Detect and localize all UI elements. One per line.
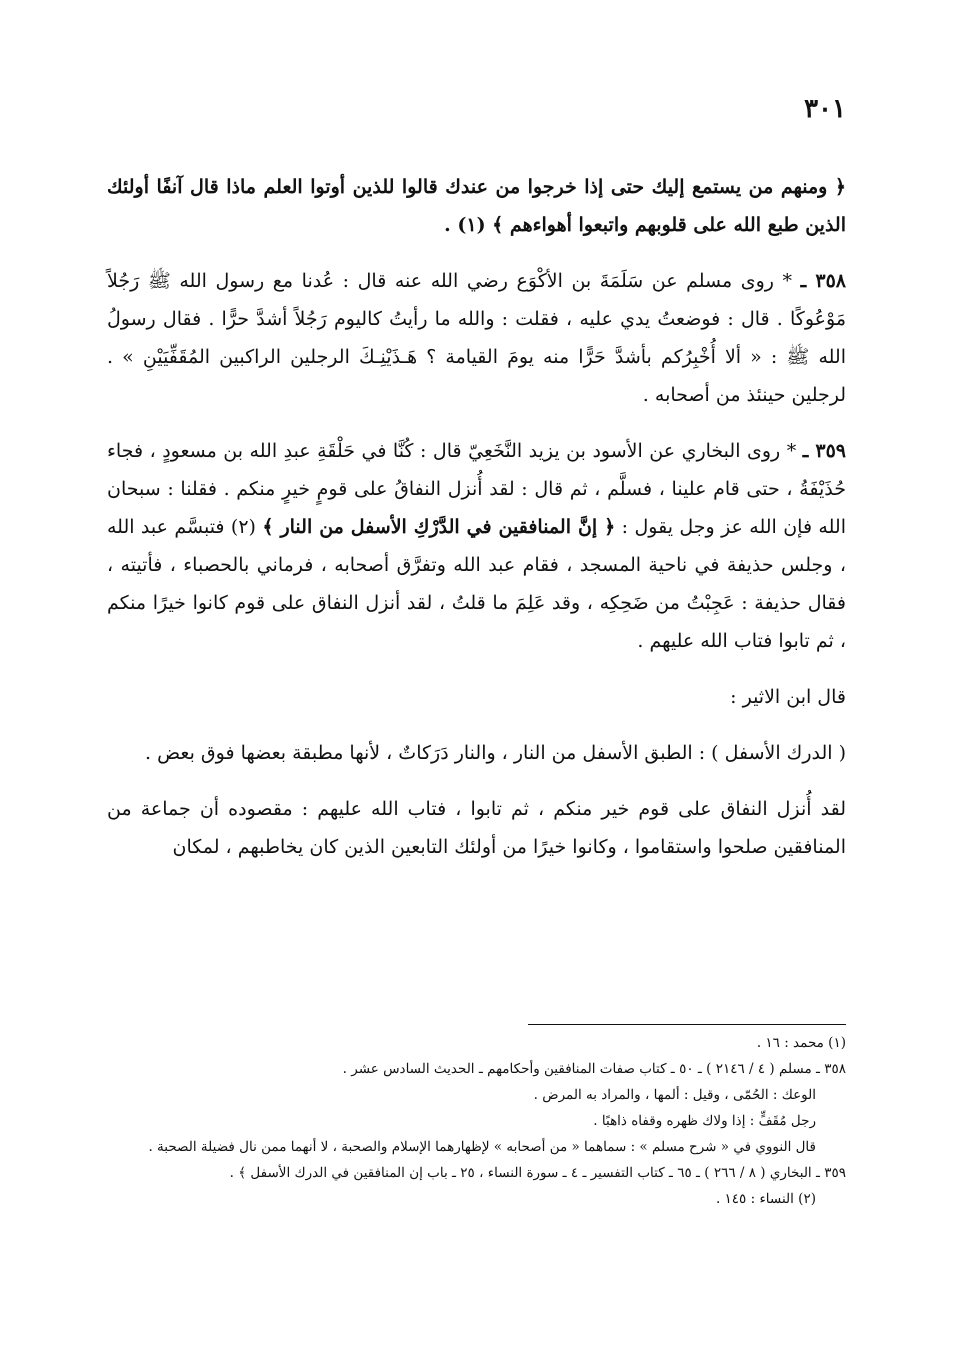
commentary-paragraph: لقد أُنزل النفاق على قوم خير منكم ، ثم تابوا ، فتاب الله عليهم : مقصوده أن جماعة من المنافقين صلحوا واستقاموا ، وكانوا خيرًا من أولئك التابعين الذين كان يخاطبهم ، لمكان (107, 798, 846, 858)
footnote-358-muqaff: رجل مُقَفٍّ : إذا ولاك ظهره وقفاه ذاهبًا . (593, 1113, 816, 1129)
footnote-2: (٢) النساء : ١٤٥ . (715, 1191, 816, 1207)
hadith-number: ٣٥٩ ـ (802, 440, 847, 462)
ibn-athir-heading: قال ابن الاثير : (730, 686, 846, 708)
verse-reference: (٢) (230, 516, 256, 538)
footnote-358-nawawi: قال النووي في « شرح مسلم » : سماهما « من أصحابه » لإظهارهما الإسلام والصحبة ، لا أنهما ممن نال فضيلة الصحبة . (148, 1139, 816, 1155)
footnote-359: ٣٥٩ ـ البخاري ( ٨ / ٢٦٦ ) ـ ٦٥ ـ كتاب التفسير ـ ٤ ـ سورة النساء ، ٢٥ ـ باب إن المنافقين في الدرك الأسفل ﴾ . (229, 1165, 846, 1181)
hadith-text: * روى مسلم عن سَلَمَةَ بن الأكْوَع رضي الله عنه قال : عُدنا مع رسول الله ﷺ رَجُلاً مَوْعُوكًا . قال : فوضعتُ يدي عليه ، فقلت : والله ما رأيتُ كاليوم رَجُلاً أشدَّ حرًّا . فقال رسولُ الله ﷺ : « ألا أُخْبِرُكم بأشدَّ حَرًّا منه يومَ القيامة ؟ هَـذَيْنِـكَ الرجلين الراكبين المُقَفِّيَيْنِ » . لرجلين حينئذ من أصحابه . (107, 270, 846, 406)
quran-verse-paragraph: ﴿ ومنهم من يستمع إليك حتى إذا خرجوا من عندك قالوا للذين أوتوا العلم ماذا قال آنفًا أولئك الذين طبع الله على قلوبهم واتبعوا أهواءهم ﴾ (١) . (107, 176, 846, 236)
hadith-359-paragraph (107, 432, 846, 660)
hadith-358-paragraph (107, 262, 846, 414)
hadith-text-continued: فتبسَّم عبد الله ، وجلس حذيفة في ناحية المسجد ، فقام عبد الله وتفرَّق أصحابه ، فرماني بالحصباء ، فأتيته ، فقال حذيفة : عَجِبْتُ من ضَحِكِه ، وقد عَلِمَ ما قلتُ ، لقد أنزل النفاق على قوم كانوا خيرًا منكم ، ثم تابوا فتاب الله عليهم . (107, 516, 846, 652)
footnote-358-wak: الوعك : الحُمّى ، وقيل : ألمها ، والمراد به المرض . (533, 1087, 816, 1103)
footnotes (107, 1030, 846, 1212)
footnote-1: (١) محمد : ١٦ . (756, 1035, 846, 1051)
footnote-separator (528, 1024, 846, 1025)
ibn-athir-text: ( الدرك الأسفل ) : الطبق الأسفل من النار ، والنار دَرَكاتٌ ، لأنها مطبقة بعضها فوق بعض . (145, 742, 846, 764)
hadith-text: * روى البخاري عن الأسود بن يزيد النَّخَعِيّ قال : كُنَّا في حَلْقَةِ عبدِ الله بن مسعودٍ ، فجاء حُذَيْفَةُ ، حتى قام علينا ، فسلَّم ، ثم قال : لقد أُنزل النفاقُ على قومٍ خيرٍ منكم . فقلنا : سبحان الله فإن الله عز وجل يقول : (107, 440, 846, 538)
quran-verse-inline: ﴿ إنَّ المنافقين في الدَّرْكِ الأسفل من النار ﴾ (262, 516, 616, 538)
footnote-358: ٣٥٨ ـ مسلم ( ٤ / ٢١٤٦ ) ـ ٥٠ ـ كتاب صفات المنافقين وأحكامهم ـ الحديث السادس عشر . (342, 1061, 846, 1077)
page-number: ٣٠١ (804, 94, 846, 124)
hadith-number: ٣٥٨ ـ (800, 270, 847, 292)
main-text (107, 168, 846, 866)
